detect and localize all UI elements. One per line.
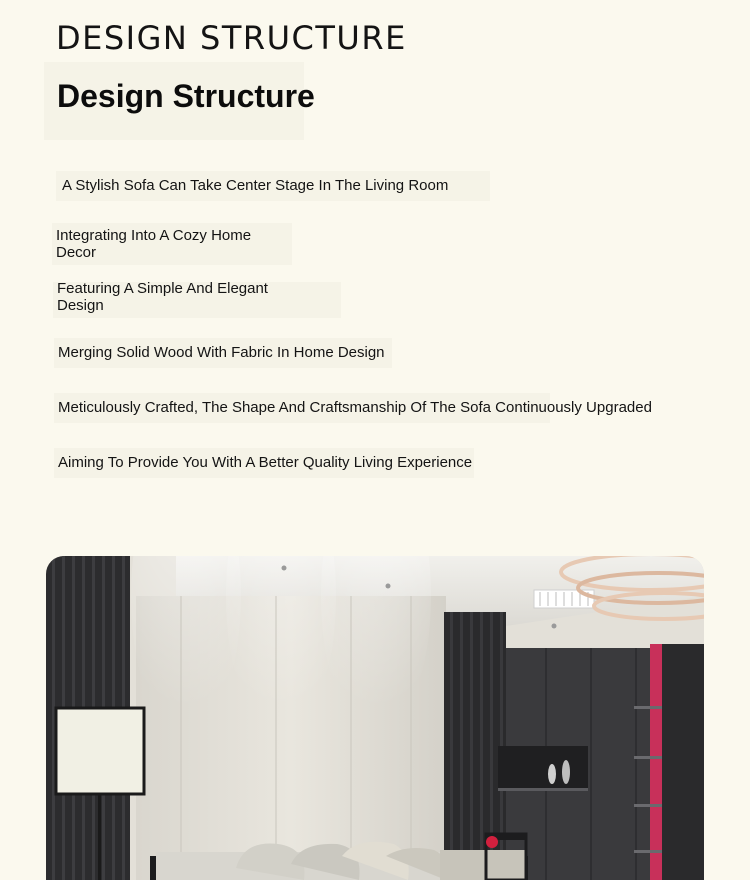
living-room-photo — [46, 556, 704, 880]
feature-line-5: Meticulously Crafted, The Shape And Craftsmanship Of The Sofa Continuously Upgraded — [58, 399, 652, 416]
feature-line-4: Merging Solid Wood With Fabric In Home Design — [58, 344, 385, 361]
red-decor — [486, 836, 498, 848]
page-title: Design Structure — [57, 78, 315, 114]
feature-line-1: A Stylish Sofa Can Take Center Stage In The Living Room — [62, 177, 448, 194]
section-heading-caps: DESIGN STRUCTURE — [56, 19, 407, 57]
feature-line-6: Aiming To Provide You With A Better Quality Living Experience — [58, 454, 472, 471]
dark-cabinet — [498, 644, 704, 880]
feature-line-3: Featuring A Simple And Elegant Design — [57, 280, 297, 314]
feature-line-2: Integrating Into A Cozy Home Decor — [56, 227, 286, 261]
